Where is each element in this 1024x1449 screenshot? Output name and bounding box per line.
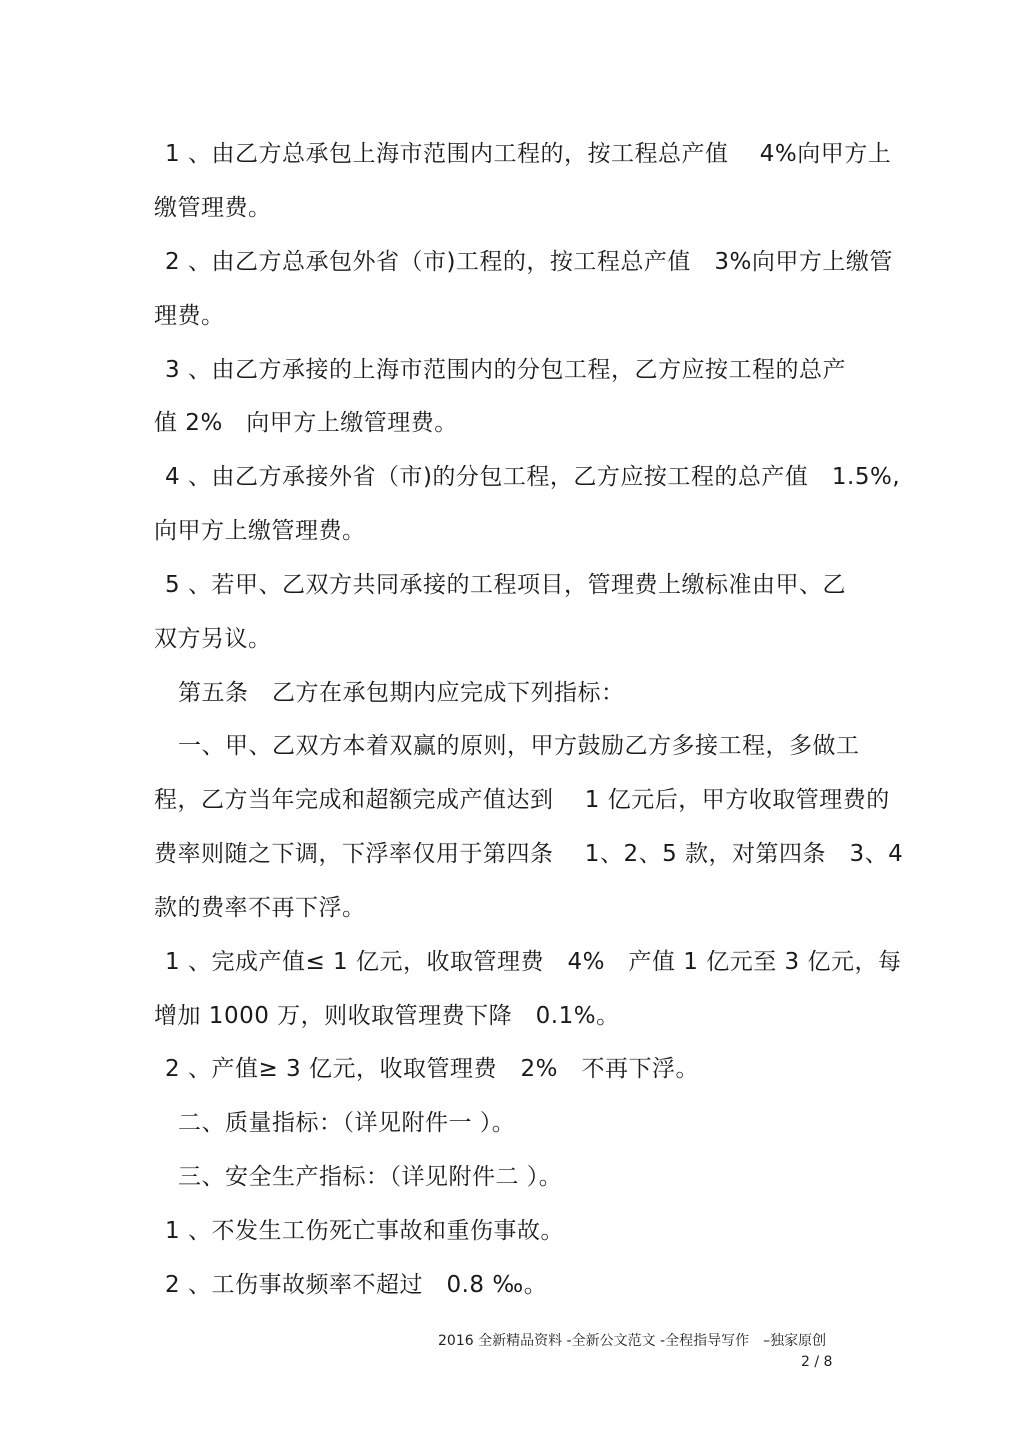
footer-text: 2016 全新精品资料 -全新公文范文 -全程指导写作 –独家原创 xyxy=(438,1333,827,1349)
text-line: 2 、产值≥ 3 亿元，收取管理费 2% 不再下浮。 xyxy=(165,1056,699,1082)
text-line: 二、质量指标：（详见附件一 ）。 xyxy=(178,1110,516,1136)
text-line: 程，乙方当年完成和超额完成产值达到 1 亿元后，甲方收取管理费的 xyxy=(154,787,890,813)
text-line: 2 、工伤事故频率不超过 0.8 ‰。 xyxy=(165,1272,548,1298)
text-line: 4 、由乙方承接外省（市)的分包工程，乙方应按工程的总产值 1.5%, xyxy=(165,464,901,490)
text-line: 缴管理费。 xyxy=(154,195,272,221)
text-line: 1 、由乙方总承包上海市范围内工程的，按工程总产值 4%向甲方上 xyxy=(165,141,892,167)
page-number: 2 / 8 xyxy=(801,1354,833,1370)
text-line: 3 、由乙方承接的上海市范围内的分包工程，乙方应按工程的总产 xyxy=(165,357,846,383)
text-line: 1 、完成产值≤ 1 亿元，收取管理费 4% 产值 1 亿元至 3 亿元，每 xyxy=(165,949,902,975)
text-line: 理费。 xyxy=(154,303,225,329)
text-line: 增加 1000 万，则收取管理费下降 0.1%。 xyxy=(154,1003,620,1029)
text-line: 款的费率不再下浮。 xyxy=(154,895,366,921)
section-heading: 第五条 乙方在承包期内应完成下列指标： xyxy=(178,680,625,706)
text-line: 三、安全生产指标：（详见附件二 ）。 xyxy=(178,1164,563,1190)
text-line: 值 2% 向甲方上缴管理费。 xyxy=(154,410,458,436)
text-line: 费率则随之下调，下浮率仅用于第四条 1、2、5 款，对第四条 3、4 xyxy=(154,841,904,867)
text-line: 向甲方上缴管理费。 xyxy=(154,518,366,544)
text-line: 一、甲、乙双方本着双赢的原则，甲方鼓励乙方多接工程，多做工 xyxy=(178,733,860,759)
text-line: 5 、若甲、乙双方共同承接的工程项目，管理费上缴标准由甲、乙 xyxy=(165,572,846,598)
text-line: 1 、不发生工伤死亡事故和重伤事故。 xyxy=(165,1218,564,1244)
text-line: 2 、由乙方总承包外省（市)工程的，按工程总产值 3%向甲方上缴管 xyxy=(165,249,893,275)
text-line: 双方另议。 xyxy=(154,626,272,652)
